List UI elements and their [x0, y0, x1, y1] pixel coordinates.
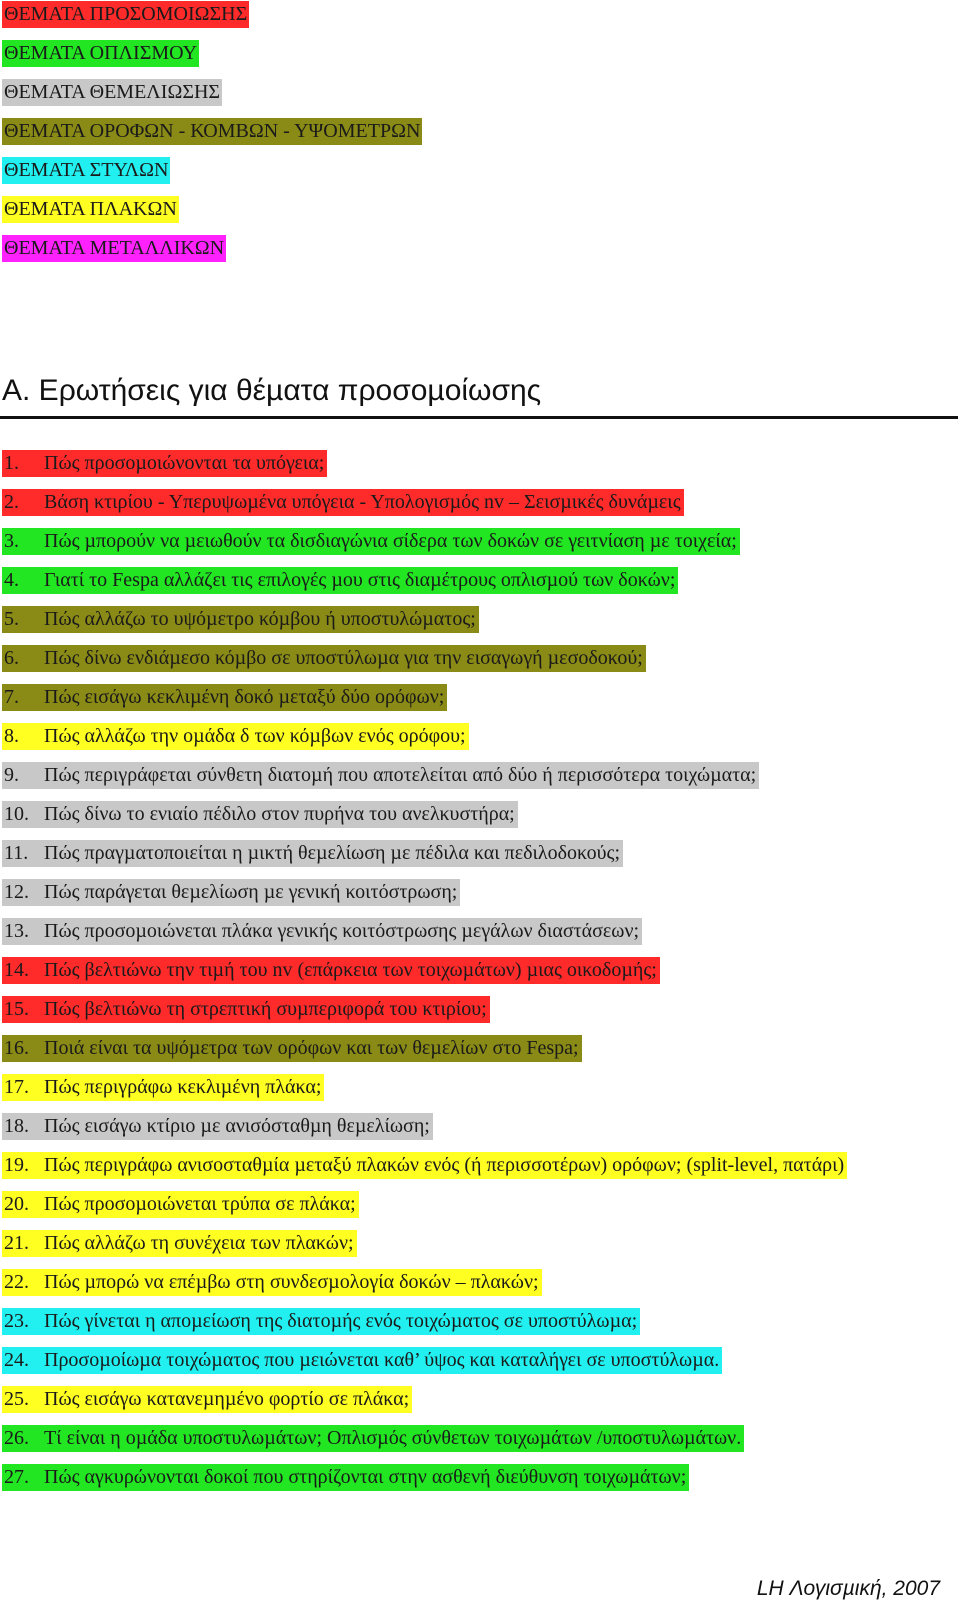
question-item[interactable]: [2, 1464, 689, 1491]
question-number: 1.: [4, 452, 19, 474]
question-number: 13.: [4, 920, 29, 942]
category-link-4[interactable]: ΘΕΜΑΤΑ ΟΡΟΦΩΝ - ΚΟΜΒΩΝ - ΥΨΟΜΕΤΡΩΝ: [2, 118, 422, 145]
question-text: Πώς εισάγω κατανεµηµένο φορτίο σε πλάκα;: [44, 1388, 410, 1410]
question-text: Πώς αλλάζω την οµάδα δ των κόµβων ενός ορόφου;: [44, 725, 466, 747]
question-number: 26.: [4, 1427, 29, 1449]
heading-rule: [0, 416, 958, 419]
question-number: 12.: [4, 881, 29, 903]
question-text: Πώς προσοµοιώνεται πλάκα γενικής κοιτόστρωσης µεγάλων διαστάσεων;: [44, 920, 640, 942]
question-item[interactable]: [2, 1230, 357, 1257]
question-item[interactable]: [2, 762, 759, 789]
question-number: 25.: [4, 1388, 29, 1410]
question-item[interactable]: [2, 1113, 433, 1140]
question-item[interactable]: [2, 1425, 744, 1452]
question-text: Πώς µπορούν να µειωθούν τα δισδιαγώνια σίδερα των δοκών σε γειτνίαση µε τοιχεία;: [44, 530, 737, 552]
category-link-3[interactable]: ΘΕΜΑΤΑ ΘΕΜΕΛΙΩΣΗΣ: [2, 79, 222, 106]
question-item[interactable]: [2, 645, 646, 672]
question-item[interactable]: [2, 723, 469, 750]
question-text: Πώς γίνεται η αποµείωση της διατοµής ενός τοιχώµατος σε υποστύλωµα;: [44, 1310, 638, 1332]
question-text: Πώς µπορώ να επέµβω στη συνδεσµολογία δοκών – πλακών;: [44, 1271, 539, 1293]
question-item[interactable]: [2, 606, 479, 633]
category-link-1[interactable]: ΘΕΜΑΤΑ ΠΡΟΣΟΜΟΙΩΣΗΣ: [2, 1, 249, 28]
question-text: Πώς προσοµοιώνεται τρύπα σε πλάκα;: [44, 1193, 356, 1215]
question-text: Βάση κτιρίου - Υπερυψωµένα υπόγεια - Υπολογισµός nv – Σεισµικές δυνάµεις: [44, 491, 681, 513]
category-link-2[interactable]: ΘΕΜΑΤΑ ΟΠΛΙΣΜΟΥ: [2, 40, 199, 67]
question-item[interactable]: [2, 840, 623, 867]
question-item[interactable]: [2, 567, 678, 594]
question-number: 11.: [4, 842, 29, 864]
question-item[interactable]: [2, 918, 642, 945]
question-number: 3.: [4, 530, 19, 552]
question-number: 8.: [4, 725, 19, 747]
question-number: 27.: [4, 1466, 29, 1488]
question-item[interactable]: [2, 684, 447, 711]
question-item[interactable]: [2, 1074, 324, 1101]
question-item[interactable]: [2, 1035, 582, 1062]
question-number: 14.: [4, 959, 29, 981]
question-number: 17.: [4, 1076, 29, 1098]
question-item[interactable]: [2, 1269, 542, 1296]
question-text: Πώς περιγράφω ανισοσταθµία µεταξύ πλακών ενός (ή περισσοτέρων) ορόφων; (split-level, πατάρι): [44, 1154, 845, 1176]
question-number: 20.: [4, 1193, 29, 1215]
question-number: 15.: [4, 998, 29, 1020]
question-number: 6.: [4, 647, 19, 669]
question-number: 2.: [4, 491, 19, 513]
question-text: Γιατί το Fespa αλλάζει τις επιλογές µου στις διαµέτρους οπλισµού των δοκών;: [44, 569, 676, 591]
question-text: Πώς αλλάζω τη συνέχεια των πλακών;: [44, 1232, 354, 1254]
question-number: 24.: [4, 1349, 29, 1371]
question-item[interactable]: [2, 957, 660, 984]
question-text: Προσοµοίωµα τοιχώµατος που µειώνεται καθ’ ύψος και καταλήγει σε υποστύλωµα.: [44, 1349, 720, 1371]
question-item[interactable]: [2, 801, 518, 828]
question-item[interactable]: [2, 1191, 359, 1218]
question-item[interactable]: [2, 1386, 412, 1413]
question-item[interactable]: [2, 528, 740, 555]
question-text: Πώς εισάγω κτίριο µε ανισόσταθµη θεµελίωση;: [44, 1115, 430, 1137]
question-number: 9.: [4, 764, 19, 786]
question-number: 23.: [4, 1310, 29, 1332]
question-item[interactable]: [2, 996, 490, 1023]
category-link-6[interactable]: ΘΕΜΑΤΑ ΠΛΑΚΩΝ: [2, 196, 179, 223]
question-number: 21.: [4, 1232, 29, 1254]
question-text: Πώς προσοµοιώνονται τα υπόγεια;: [44, 452, 325, 474]
question-text: Πώς βελτιώνω τη στρεπτική συµπεριφορά του κτιρίου;: [44, 998, 487, 1020]
question-text: Πώς πραγµατοποιείται η µικτή θεµελίωση µε πέδιλα και πεδιλοδοκούς;: [44, 842, 621, 864]
question-item[interactable]: [2, 1308, 640, 1335]
question-item[interactable]: [2, 450, 327, 477]
question-number: 19.: [4, 1154, 29, 1176]
category-link-5[interactable]: ΘΕΜΑΤΑ ΣΤΥΛΩΝ: [2, 157, 170, 184]
section-heading: Α. Ερωτήσεις για θέµατα προσοµοίωσης: [2, 374, 542, 407]
question-text: Πώς παράγεται θεµελίωση µε γενική κοιτόστρωση;: [44, 881, 458, 903]
footer-credit: LH Λογισµική, 2007: [756, 1577, 940, 1600]
question-number: 22.: [4, 1271, 29, 1293]
question-item[interactable]: [2, 879, 460, 906]
question-text: Πώς αλλάζω το υψόµετρο κόµβου ή υποστυλώµατος;: [44, 608, 476, 630]
question-text: Πώς αγκυρώνονται δοκοί που στηρίζονται στην ασθενή διεύθυνση τοιχωµάτων;: [44, 1466, 687, 1488]
question-text: Τί είναι η οµάδα υποστυλωµάτων; Οπλισµός σύνθετων τοιχωµάτων /υποστυλωµάτων.: [44, 1427, 742, 1449]
question-text: Πώς βελτιώνω την τιµή του nv (επάρκεια των τοιχωµάτων) µιας οικοδοµής;: [44, 959, 657, 981]
question-number: 10.: [4, 803, 29, 825]
question-item[interactable]: [2, 489, 684, 516]
question-number: 7.: [4, 686, 19, 708]
question-number: 4.: [4, 569, 19, 591]
question-text: Πώς δίνω ενδιάµεσο κόµβο σε υποστύλωµα για την εισαγωγή µεσοδοκού;: [44, 647, 643, 669]
question-number: 16.: [4, 1037, 29, 1059]
question-text: Πώς περιγράφω κεκλιµένη πλάκα;: [44, 1076, 322, 1098]
question-text: Πώς εισάγω κεκλιµένη δοκό µεταξύ δύο ορόφων;: [44, 686, 445, 708]
question-text: Ποιά είναι τα υψόµετρα των ορόφων και των θεµελίων στο Fespa;: [44, 1037, 579, 1059]
question-item[interactable]: [2, 1152, 847, 1179]
question-text: Πώς περιγράφεται σύνθετη διατοµή που αποτελείται από δύο ή περισσότερα τοιχώµατα;: [44, 764, 757, 786]
question-number: 18.: [4, 1115, 29, 1137]
question-text: Πώς δίνω το ενιαίο πέδιλο στον πυρήνα του ανελκυστήρα;: [44, 803, 515, 825]
question-item[interactable]: [2, 1347, 722, 1374]
question-number: 5.: [4, 608, 19, 630]
category-link-7[interactable]: ΘΕΜΑΤΑ ΜΕΤΑΛΛΙΚΩΝ: [2, 235, 226, 262]
